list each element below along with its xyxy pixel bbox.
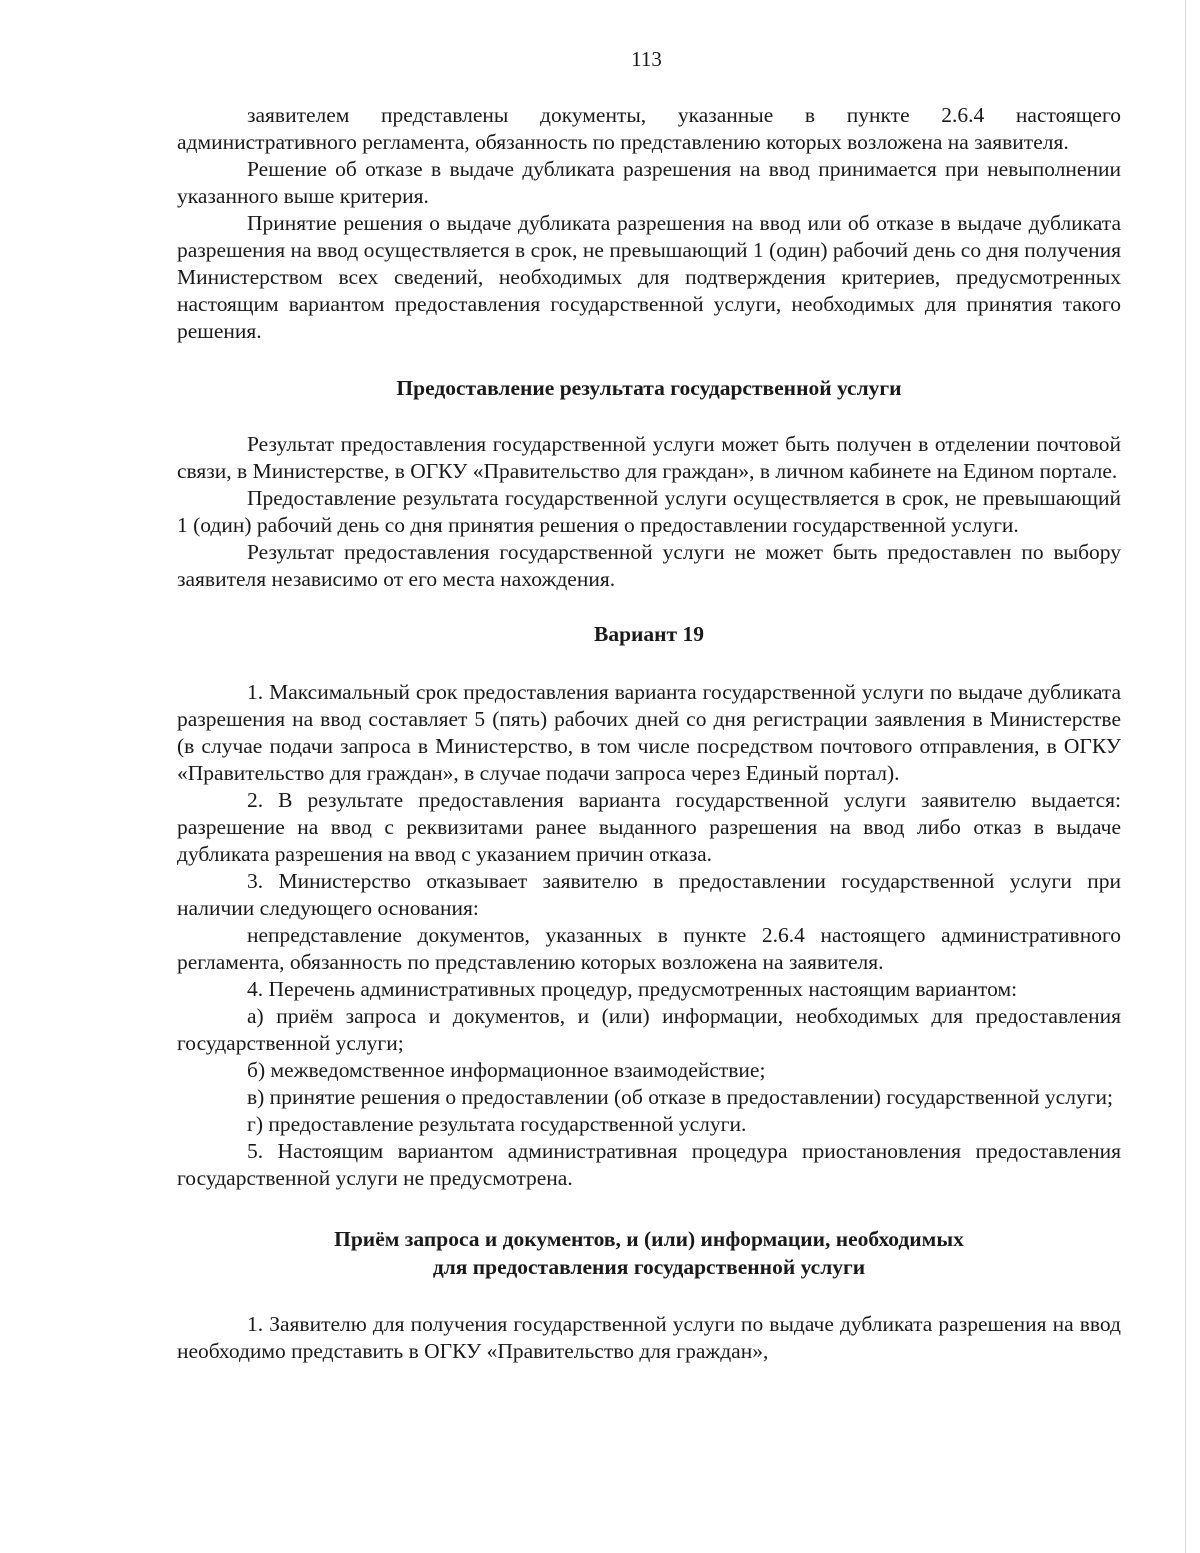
paragraph: Предоставление результата государственной услуги осуществляется в срок, не превышающий 1 (один) рабочий день со дня принятия решения о предоставлении государственной услуги. <box>177 486 1121 537</box>
document-body <box>177 102 1121 1365</box>
heading-line: Приём запроса и документов, и (или) информации, необходимых <box>334 1227 964 1251</box>
heading-line: для предоставления государственной услуги <box>432 1255 866 1279</box>
paragraph: 1. Заявителю для получения государственной услуги по выдаче дубликата разрешения на ввод необходимо представить в ОГКУ «Правительство для граждан», <box>177 1312 1121 1363</box>
paragraph: 4. Перечень административных процедур, предусмотренных настоящим вариантом: <box>247 977 1018 1001</box>
page-edge-line <box>1185 0 1186 1553</box>
paragraph: 3. Министерство отказывает заявителю в предоставлении государственной услуги при наличии следующего основания: <box>177 869 1121 920</box>
list-item: а) приём запроса и документов, и (или) информации, необходимых для предоставления государственной услуги; <box>177 1004 1121 1055</box>
paragraph: 5. Настоящим вариантом административная процедура приостановления предоставления государственной услуги не предусмотрена. <box>177 1139 1121 1190</box>
paragraph: 2. В результате предоставления варианта государственной услуги заявителю выдается: разрешение на ввод с реквизитами ранее выданного разрешения на ввод либо отказ в выдаче дубликата разрешения на ввод с указанием причин отказа. <box>177 788 1121 866</box>
list-item: г) предоставление результата государственной услуги. <box>247 1112 747 1136</box>
list-item: в) принятие решения о предоставлении (об отказе в предоставлении) государственной услуги; <box>247 1085 1114 1109</box>
section-heading-reception <box>177 1225 1121 1281</box>
paragraph: Решение об отказе в выдаче дубликата разрешения на ввод принимается при невыполнении указанного выше критерия. <box>177 157 1121 208</box>
paragraph: заявителем представлены документы, указанные в пункте 2.6.4 настоящего административного регламента, обязанность по представлению которых возложена на заявителя. <box>177 103 1121 154</box>
paragraph: непредставление документов, указанных в пункте 2.6.4 настоящего административного регламента, обязанность по представлению которых возложена на заявителя. <box>177 923 1121 974</box>
section-heading-result: Предоставление результата государственной услуги <box>396 376 902 400</box>
paragraph: Результат предоставления государственной услуги не может быть предоставлен по выбору заявителя независимо от его места нахождения. <box>177 540 1121 591</box>
paragraph: Принятие решения о выдаче дубликата разрешения на ввод или об отказе в выдаче дубликата разрешения на ввод осуществляется в срок, не превышающий 1 (один) рабочий день со дня получения Министерством всех сведений, необходимых для подтверждения критериев, предусмотренных настоящим вариантом предоставления государственной услуги, необходимых для принятия такого решения. <box>177 211 1121 343</box>
page-number: 113 <box>631 47 662 71</box>
section-heading-variant: Вариант 19 <box>593 622 704 646</box>
paragraph: Результат предоставления государственной услуги может быть получен в отделении почтовой связи, в Министерстве, в ОГКУ «Правительство для граждан», в личном кабинете на Едином портале. <box>177 432 1121 483</box>
list-item: б) межведомственное информационное взаимодействие; <box>247 1058 766 1082</box>
paragraph: 1. Максимальный срок предоставления варианта государственной услуги по выдаче дубликата разрешения на ввод составляет 5 (пять) рабочих дней со дня регистрации заявления в Министерстве (в случае подачи запроса в Министерство, в том числе посредством почтового отправления, в ОГКУ «Правительство для граждан», в случае подачи запроса через Единый портал). <box>177 680 1121 785</box>
